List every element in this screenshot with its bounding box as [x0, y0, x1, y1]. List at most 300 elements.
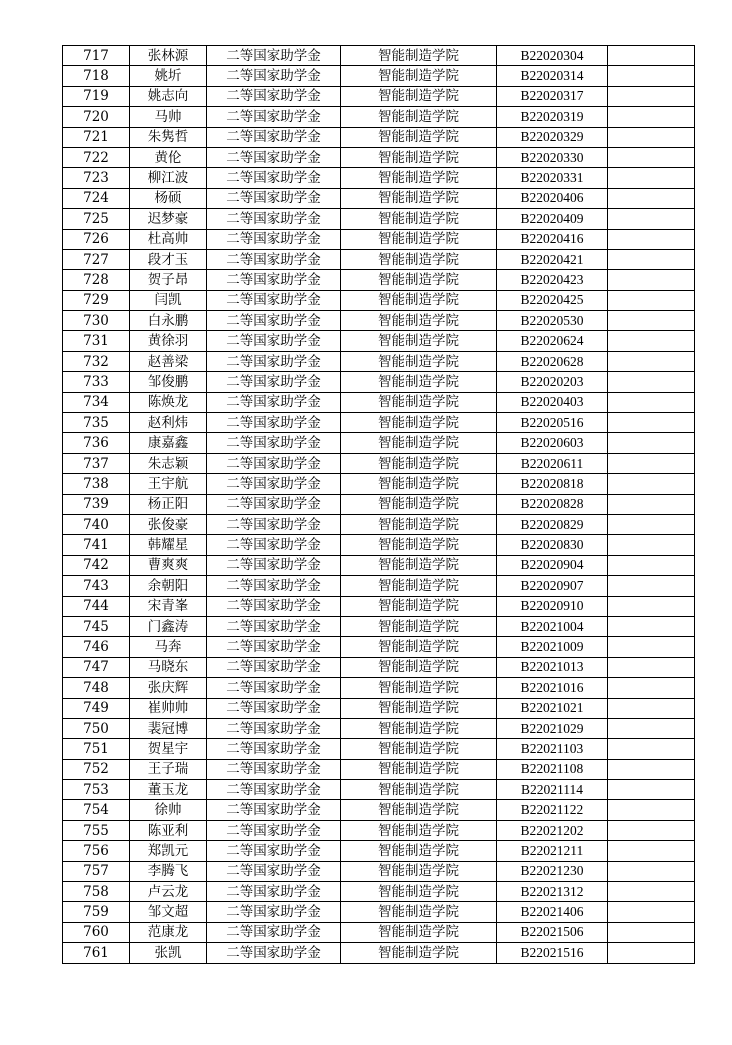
- row-number: 726: [63, 229, 130, 249]
- student-id: B22020317: [497, 86, 608, 106]
- award-level: 二等国家助学金: [207, 107, 341, 127]
- college-name: 智能制造学院: [341, 229, 497, 249]
- table-row: [63, 739, 695, 759]
- remark-cell: [608, 800, 695, 820]
- award-level: 二等国家助学金: [207, 351, 341, 371]
- table-row: [63, 413, 695, 433]
- student-name: 杨正阳: [130, 494, 207, 514]
- student-name: 姚圻: [130, 66, 207, 86]
- student-id: B22021202: [497, 820, 608, 840]
- remark-cell: [608, 46, 695, 66]
- student-name: 张庆辉: [130, 678, 207, 698]
- row-number: 740: [63, 514, 130, 534]
- table-row: [63, 943, 695, 963]
- award-level: 二等国家助学金: [207, 229, 341, 249]
- college-name: 智能制造学院: [341, 66, 497, 86]
- college-name: 智能制造学院: [341, 168, 497, 188]
- student-id: B22020319: [497, 107, 608, 127]
- row-number: 758: [63, 882, 130, 902]
- remark-cell: [608, 86, 695, 106]
- student-id: B22020624: [497, 331, 608, 351]
- remark-cell: [608, 759, 695, 779]
- student-id: B22020416: [497, 229, 608, 249]
- award-level: 二等国家助学金: [207, 168, 341, 188]
- student-name: 王宇航: [130, 474, 207, 494]
- remark-cell: [608, 943, 695, 963]
- student-id: B22020331: [497, 168, 608, 188]
- remark-cell: [608, 66, 695, 86]
- table-row: [63, 882, 695, 902]
- table-row: [63, 657, 695, 677]
- table-row: [63, 351, 695, 371]
- college-name: 智能制造学院: [341, 514, 497, 534]
- student-name: 范康龙: [130, 922, 207, 942]
- award-level: 二等国家助学金: [207, 596, 341, 616]
- student-name: 贺子昂: [130, 270, 207, 290]
- college-name: 智能制造学院: [341, 494, 497, 514]
- student-name: 邹文超: [130, 902, 207, 922]
- remark-cell: [608, 678, 695, 698]
- remark-cell: [608, 596, 695, 616]
- row-number: 728: [63, 270, 130, 290]
- student-id: B22021013: [497, 657, 608, 677]
- row-number: 731: [63, 331, 130, 351]
- student-id: B22021406: [497, 902, 608, 922]
- table-row: [63, 372, 695, 392]
- award-level: 二等国家助学金: [207, 739, 341, 759]
- award-level: 二等国家助学金: [207, 66, 341, 86]
- college-name: 智能制造学院: [341, 535, 497, 555]
- student-id: B22020403: [497, 392, 608, 412]
- student-id: B22020409: [497, 209, 608, 229]
- table-body: [63, 46, 695, 964]
- table-row: [63, 331, 695, 351]
- table-row: [63, 698, 695, 718]
- row-number: 727: [63, 249, 130, 269]
- college-name: 智能制造学院: [341, 86, 497, 106]
- award-level: 二等国家助学金: [207, 46, 341, 66]
- row-number: 746: [63, 637, 130, 657]
- college-name: 智能制造学院: [341, 616, 497, 636]
- award-level: 二等国家助学金: [207, 494, 341, 514]
- award-level: 二等国家助学金: [207, 800, 341, 820]
- row-number: 735: [63, 413, 130, 433]
- remark-cell: [608, 413, 695, 433]
- award-level: 二等国家助学金: [207, 861, 341, 881]
- remark-cell: [608, 841, 695, 861]
- college-name: 智能制造学院: [341, 718, 497, 738]
- remark-cell: [608, 168, 695, 188]
- student-id: B22020423: [497, 270, 608, 290]
- table-row: [63, 229, 695, 249]
- college-name: 智能制造学院: [341, 739, 497, 759]
- college-name: 智能制造学院: [341, 331, 497, 351]
- award-level: 二等国家助学金: [207, 290, 341, 310]
- student-name: 门鑫涛: [130, 616, 207, 636]
- table-row: [63, 718, 695, 738]
- award-level: 二等国家助学金: [207, 576, 341, 596]
- award-level: 二等国家助学金: [207, 535, 341, 555]
- college-name: 智能制造学院: [341, 127, 497, 147]
- table-row: [63, 209, 695, 229]
- remark-cell: [608, 535, 695, 555]
- row-number: 725: [63, 209, 130, 229]
- table-row: [63, 107, 695, 127]
- student-name: 陈焕龙: [130, 392, 207, 412]
- student-name: 裴冠博: [130, 718, 207, 738]
- remark-cell: [608, 311, 695, 331]
- college-name: 智能制造学院: [341, 147, 497, 167]
- college-name: 智能制造学院: [341, 637, 497, 657]
- student-name: 崔帅帅: [130, 698, 207, 718]
- college-name: 智能制造学院: [341, 311, 497, 331]
- row-number: 753: [63, 780, 130, 800]
- award-level: 二等国家助学金: [207, 698, 341, 718]
- student-id: B22020907: [497, 576, 608, 596]
- remark-cell: [608, 392, 695, 412]
- remark-cell: [608, 188, 695, 208]
- remark-cell: [608, 372, 695, 392]
- award-level: 二等国家助学金: [207, 249, 341, 269]
- student-id: B22020830: [497, 535, 608, 555]
- remark-cell: [608, 474, 695, 494]
- table-row: [63, 535, 695, 555]
- student-id: B22020329: [497, 127, 608, 147]
- award-level: 二等国家助学金: [207, 86, 341, 106]
- award-level: 二等国家助学金: [207, 841, 341, 861]
- remark-cell: [608, 290, 695, 310]
- remark-cell: [608, 637, 695, 657]
- row-number: 749: [63, 698, 130, 718]
- student-name: 柳江波: [130, 168, 207, 188]
- student-name: 邹俊鹏: [130, 372, 207, 392]
- remark-cell: [608, 127, 695, 147]
- student-id: B22021103: [497, 739, 608, 759]
- table-row: [63, 841, 695, 861]
- student-name: 迟梦豪: [130, 209, 207, 229]
- student-name: 徐帅: [130, 800, 207, 820]
- student-name: 杜高帅: [130, 229, 207, 249]
- remark-cell: [608, 902, 695, 922]
- row-number: 734: [63, 392, 130, 412]
- table-row: [63, 270, 695, 290]
- college-name: 智能制造学院: [341, 107, 497, 127]
- award-level: 二等国家助学金: [207, 820, 341, 840]
- student-name: 朱隽哲: [130, 127, 207, 147]
- student-id: B22021506: [497, 922, 608, 942]
- college-name: 智能制造学院: [341, 249, 497, 269]
- table-row: [63, 168, 695, 188]
- student-id: B22020829: [497, 514, 608, 534]
- remark-cell: [608, 576, 695, 596]
- remark-cell: [608, 514, 695, 534]
- award-level: 二等国家助学金: [207, 209, 341, 229]
- award-level: 二等国家助学金: [207, 147, 341, 167]
- row-number: 747: [63, 657, 130, 677]
- row-number: 737: [63, 453, 130, 473]
- student-id: B22021108: [497, 759, 608, 779]
- college-name: 智能制造学院: [341, 555, 497, 575]
- award-level: 二等国家助学金: [207, 922, 341, 942]
- college-name: 智能制造学院: [341, 453, 497, 473]
- award-level: 二等国家助学金: [207, 311, 341, 331]
- award-level: 二等国家助学金: [207, 657, 341, 677]
- row-number: 752: [63, 759, 130, 779]
- row-number: 756: [63, 841, 130, 861]
- student-name: 曹爽爽: [130, 555, 207, 575]
- college-name: 智能制造学院: [341, 270, 497, 290]
- student-id: B22021122: [497, 800, 608, 820]
- student-id: B22020203: [497, 372, 608, 392]
- student-name: 姚志向: [130, 86, 207, 106]
- student-id: B22021004: [497, 616, 608, 636]
- row-number: 733: [63, 372, 130, 392]
- student-name: 黄伦: [130, 147, 207, 167]
- row-number: 718: [63, 66, 130, 86]
- remark-cell: [608, 351, 695, 371]
- college-name: 智能制造学院: [341, 698, 497, 718]
- college-name: 智能制造学院: [341, 678, 497, 698]
- student-name: 朱志颖: [130, 453, 207, 473]
- college-name: 智能制造学院: [341, 943, 497, 963]
- row-number: 724: [63, 188, 130, 208]
- remark-cell: [608, 718, 695, 738]
- college-name: 智能制造学院: [341, 596, 497, 616]
- student-name: 董玉龙: [130, 780, 207, 800]
- table-row: [63, 820, 695, 840]
- college-name: 智能制造学院: [341, 657, 497, 677]
- student-id: B22020818: [497, 474, 608, 494]
- student-name: 段才玉: [130, 249, 207, 269]
- table-row: [63, 147, 695, 167]
- award-level: 二等国家助学金: [207, 514, 341, 534]
- remark-cell: [608, 494, 695, 514]
- row-number: 745: [63, 616, 130, 636]
- table-row: [63, 514, 695, 534]
- award-level: 二等国家助学金: [207, 331, 341, 351]
- student-id: B22021211: [497, 841, 608, 861]
- table-row: [63, 188, 695, 208]
- remark-cell: [608, 739, 695, 759]
- student-name: 张凯: [130, 943, 207, 963]
- college-name: 智能制造学院: [341, 861, 497, 881]
- table-row: [63, 249, 695, 269]
- grant-recipient-table: [62, 45, 690, 964]
- row-number: 723: [63, 168, 130, 188]
- college-name: 智能制造学院: [341, 290, 497, 310]
- table-row: [63, 474, 695, 494]
- remark-cell: [608, 657, 695, 677]
- table-row: [63, 555, 695, 575]
- table-row: [63, 759, 695, 779]
- student-id: B22020516: [497, 413, 608, 433]
- college-name: 智能制造学院: [341, 209, 497, 229]
- row-number: 719: [63, 86, 130, 106]
- remark-cell: [608, 922, 695, 942]
- remark-cell: [608, 229, 695, 249]
- row-number: 742: [63, 555, 130, 575]
- row-number: 759: [63, 902, 130, 922]
- student-id: B22020330: [497, 147, 608, 167]
- remark-cell: [608, 453, 695, 473]
- student-name: 李腾飞: [130, 861, 207, 881]
- student-id: B22020628: [497, 351, 608, 371]
- table-row: [63, 596, 695, 616]
- student-id: B22020421: [497, 249, 608, 269]
- row-number: 738: [63, 474, 130, 494]
- student-id: B22020904: [497, 555, 608, 575]
- award-level: 二等国家助学金: [207, 759, 341, 779]
- remark-cell: [608, 107, 695, 127]
- student-name: 卢云龙: [130, 882, 207, 902]
- row-number: 722: [63, 147, 130, 167]
- row-number: 741: [63, 535, 130, 555]
- award-level: 二等国家助学金: [207, 555, 341, 575]
- row-number: 761: [63, 943, 130, 963]
- student-name: 张林源: [130, 46, 207, 66]
- remark-cell: [608, 331, 695, 351]
- remark-cell: [608, 780, 695, 800]
- award-level: 二等国家助学金: [207, 780, 341, 800]
- student-name: 张俊豪: [130, 514, 207, 534]
- table-row: [63, 86, 695, 106]
- student-id: B22020603: [497, 433, 608, 453]
- student-id: B22020828: [497, 494, 608, 514]
- award-level: 二等国家助学金: [207, 474, 341, 494]
- student-id: B22020530: [497, 311, 608, 331]
- student-id: B22021021: [497, 698, 608, 718]
- table-row: [63, 392, 695, 412]
- row-number: 736: [63, 433, 130, 453]
- award-level: 二等国家助学金: [207, 433, 341, 453]
- remark-cell: [608, 147, 695, 167]
- table-row: [63, 311, 695, 331]
- college-name: 智能制造学院: [341, 800, 497, 820]
- college-name: 智能制造学院: [341, 413, 497, 433]
- table-row: [63, 453, 695, 473]
- award-level: 二等国家助学金: [207, 372, 341, 392]
- award-level: 二等国家助学金: [207, 678, 341, 698]
- student-name: 余朝阳: [130, 576, 207, 596]
- student-name: 王子瑞: [130, 759, 207, 779]
- student-name: 康嘉鑫: [130, 433, 207, 453]
- award-level: 二等国家助学金: [207, 882, 341, 902]
- college-name: 智能制造学院: [341, 433, 497, 453]
- remark-cell: [608, 270, 695, 290]
- table-row: [63, 127, 695, 147]
- remark-cell: [608, 820, 695, 840]
- table-row: [63, 780, 695, 800]
- student-id: B22021312: [497, 882, 608, 902]
- table-row: [63, 290, 695, 310]
- table-row: [63, 66, 695, 86]
- remark-cell: [608, 616, 695, 636]
- college-name: 智能制造学院: [341, 759, 497, 779]
- table-row: [63, 46, 695, 66]
- remark-cell: [608, 555, 695, 575]
- row-number: 721: [63, 127, 130, 147]
- student-id: B22020425: [497, 290, 608, 310]
- college-name: 智能制造学院: [341, 780, 497, 800]
- student-name: 杨硕: [130, 188, 207, 208]
- row-number: 751: [63, 739, 130, 759]
- college-name: 智能制造学院: [341, 576, 497, 596]
- college-name: 智能制造学院: [341, 922, 497, 942]
- row-number: 748: [63, 678, 130, 698]
- row-number: 729: [63, 290, 130, 310]
- college-name: 智能制造学院: [341, 46, 497, 66]
- row-number: 754: [63, 800, 130, 820]
- student-id: B22020406: [497, 188, 608, 208]
- table-row: [63, 576, 695, 596]
- student-name: 闫凯: [130, 290, 207, 310]
- row-number: 757: [63, 861, 130, 881]
- remark-cell: [608, 433, 695, 453]
- college-name: 智能制造学院: [341, 841, 497, 861]
- row-number: 730: [63, 311, 130, 331]
- college-name: 智能制造学院: [341, 820, 497, 840]
- award-level: 二等国家助学金: [207, 127, 341, 147]
- student-id: B22021016: [497, 678, 608, 698]
- table-row: [63, 861, 695, 881]
- college-name: 智能制造学院: [341, 474, 497, 494]
- college-name: 智能制造学院: [341, 902, 497, 922]
- table-row: [63, 800, 695, 820]
- college-name: 智能制造学院: [341, 372, 497, 392]
- remark-cell: [608, 698, 695, 718]
- student-name: 赵善梁: [130, 351, 207, 371]
- student-name: 黄徐羽: [130, 331, 207, 351]
- row-number: 743: [63, 576, 130, 596]
- student-id: B22021516: [497, 943, 608, 963]
- award-level: 二等国家助学金: [207, 453, 341, 473]
- student-name: 贺星宇: [130, 739, 207, 759]
- student-id: B22020910: [497, 596, 608, 616]
- row-number: 750: [63, 718, 130, 738]
- table-row: [63, 616, 695, 636]
- student-id: B22020314: [497, 66, 608, 86]
- remark-cell: [608, 249, 695, 269]
- row-number: 739: [63, 494, 130, 514]
- award-level: 二等国家助学金: [207, 392, 341, 412]
- table-row: [63, 433, 695, 453]
- award-level: 二等国家助学金: [207, 413, 341, 433]
- table-row: [63, 494, 695, 514]
- award-level: 二等国家助学金: [207, 270, 341, 290]
- row-number: 760: [63, 922, 130, 942]
- student-name: 赵利炜: [130, 413, 207, 433]
- remark-cell: [608, 882, 695, 902]
- table-row: [63, 922, 695, 942]
- table-row: [63, 678, 695, 698]
- college-name: 智能制造学院: [341, 351, 497, 371]
- student-id: B22021009: [497, 637, 608, 657]
- award-level: 二等国家助学金: [207, 943, 341, 963]
- row-number: 744: [63, 596, 130, 616]
- award-level: 二等国家助学金: [207, 637, 341, 657]
- student-id: B22020611: [497, 453, 608, 473]
- award-level: 二等国家助学金: [207, 718, 341, 738]
- remark-cell: [608, 861, 695, 881]
- college-name: 智能制造学院: [341, 392, 497, 412]
- award-level: 二等国家助学金: [207, 616, 341, 636]
- table-row: [63, 902, 695, 922]
- remark-cell: [608, 209, 695, 229]
- student-id: B22021230: [497, 861, 608, 881]
- student-name: 陈亚利: [130, 820, 207, 840]
- row-number: 732: [63, 351, 130, 371]
- row-number: 720: [63, 107, 130, 127]
